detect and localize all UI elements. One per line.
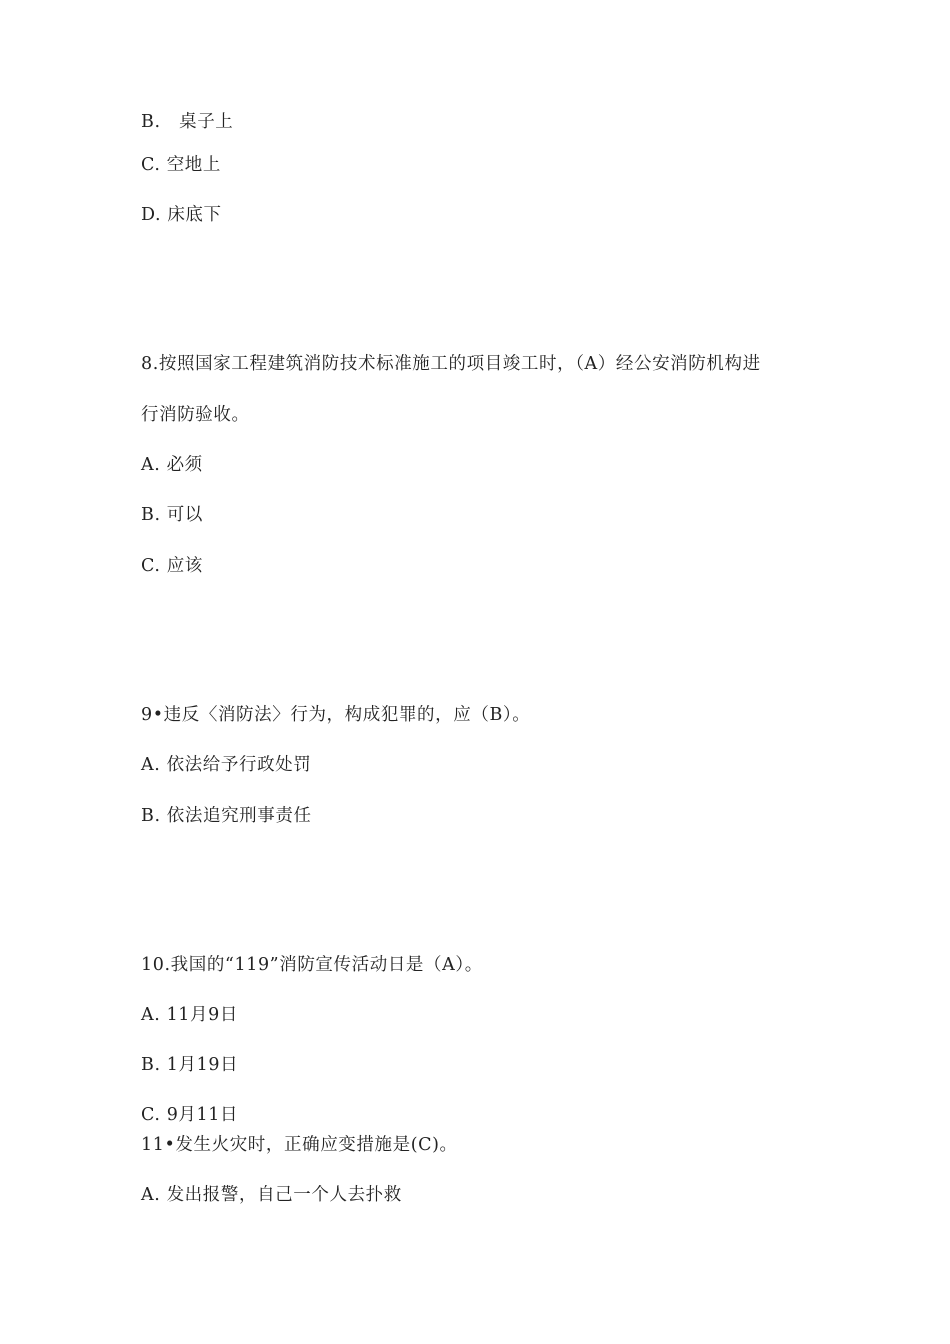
option-10c: C. 9月11日 [141, 1105, 239, 1125]
option-10b: B. 1月19日 [141, 1055, 239, 1075]
option-7b: B. 桌子上 [141, 112, 234, 132]
option-8a: A. 必须 [141, 455, 203, 475]
question-8-line-1: 8.按照国家工程建筑消防技术标准施工的项目竣工时，（A）经公安消防机构进 [141, 354, 761, 374]
option-8b: B. 可以 [141, 505, 203, 525]
option-8c: C. 应该 [141, 556, 203, 576]
question-11: 11•发生火灾时，正确应变措施是(C)。 [141, 1135, 458, 1155]
option-9a: A. 依法给予行政处罚 [141, 755, 312, 775]
question-10: 10.我国的“119”消防宣传活动日是（A）。 [141, 955, 483, 975]
option-11a: A. 发出报警，自己一个人去扑救 [141, 1185, 402, 1205]
option-7c: C. 空地上 [141, 155, 221, 175]
question-9: 9•违反〈消防法〉行为，构成犯罪的，应（B）。 [141, 705, 531, 725]
option-9b: B. 依法追究刑事责任 [141, 806, 312, 826]
option-7d: D. 床底下 [141, 205, 222, 225]
option-10a: A. 11月9日 [141, 1005, 238, 1025]
question-8-line-2: 行消防验收。 [141, 405, 250, 425]
